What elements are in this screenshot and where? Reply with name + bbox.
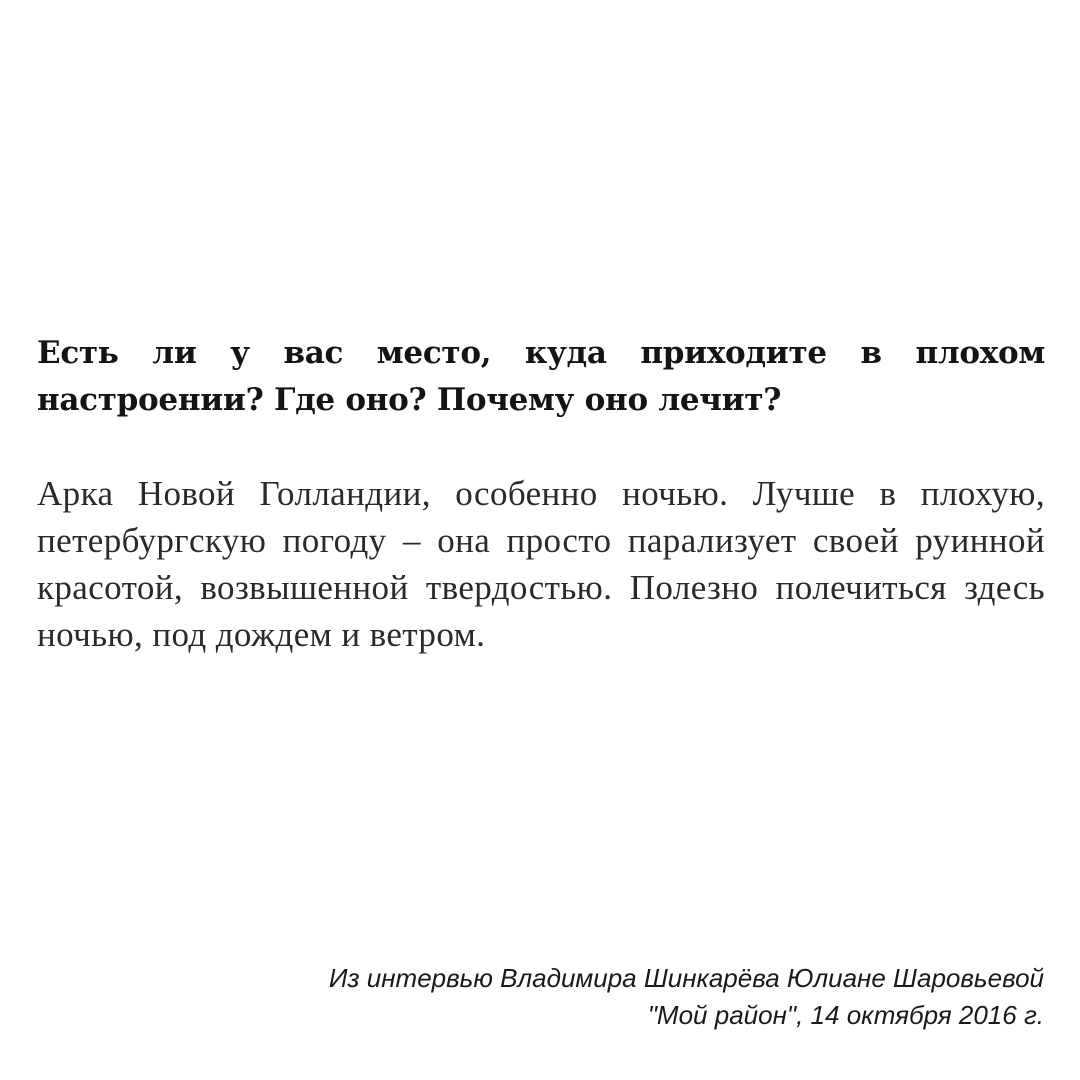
citation: [144, 960, 1044, 1034]
citation-publication-line: "Мой район", 14 октября 2016 г.: [647, 1000, 1044, 1030]
interview-answer: Арка Новой Голландии, особенно ночью. Лучше в плохую, петербургскую погоду – она просто парализует своей руинной красотой, возвышенной твердостью. Полезно полечиться здесь ночью, под дождем и ветром.: [37, 474, 1045, 654]
citation-source-line: Из интервью Владимира Шинкарёва Юлиане Шаровьевой: [328, 963, 1044, 993]
interview-question: Есть ли у вас место, куда приходите в плохом настроении? Где оно? Почему оно лечит?: [37, 335, 1045, 418]
